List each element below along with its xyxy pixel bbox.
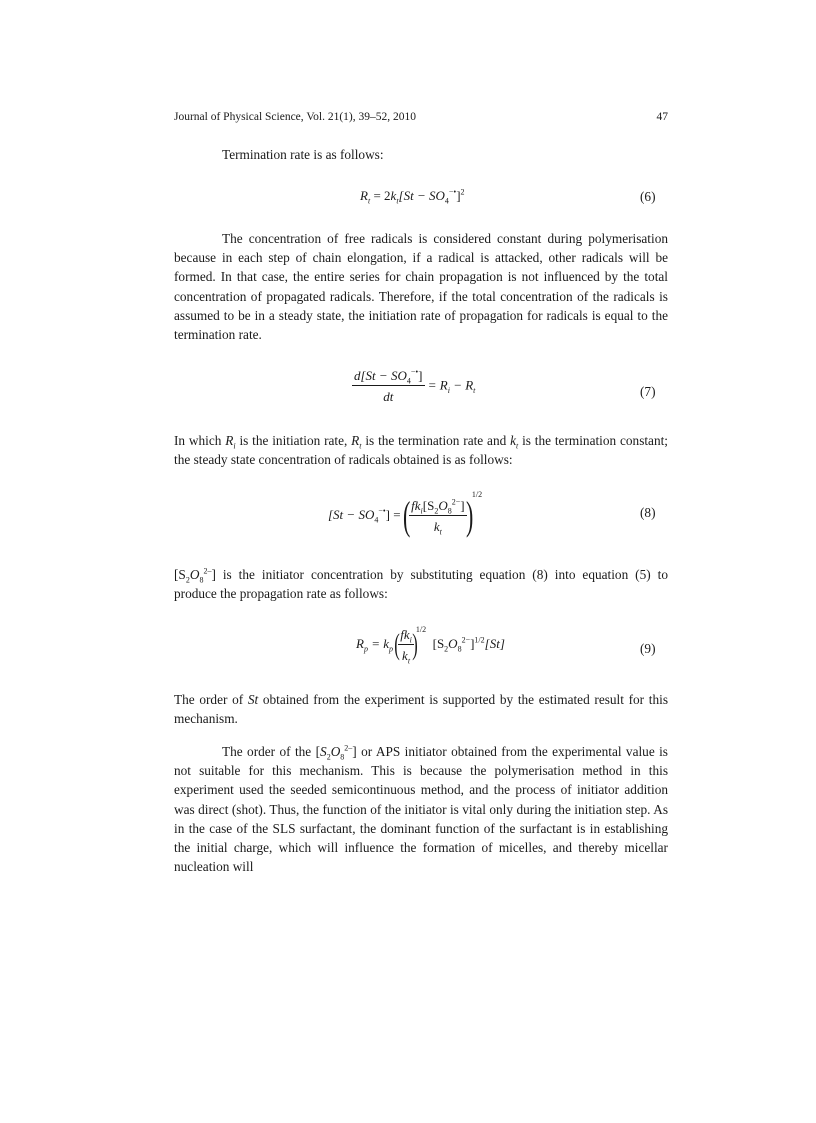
paragraph-steady-state: The concentration of free radicals is considered constant during polymerisation because in each step of chain elongation, if a radical is attacked, other radicals will be formed. In that case, the entire series for chain propagation is not influenced by the total concentration of propagated radicals. Therefore, if the total concentration of the radicals is assumed to be in a steady state, the initiation rate of propagation for radicals is equal to the termination rate. [174, 231, 668, 343]
paragraph-order-st: The order of St obtained from the experiment is supported by the estimated result for this mechanism. [174, 692, 668, 727]
paragraph-in-which: In which $R_i$ is the initiation rate, $R_t$ is the termination rate and $k_t$ is the termination constant; the steady state concentration of radicals obtained is as follows: [174, 433, 668, 468]
equation-6-number: (6) [640, 189, 656, 204]
equation-8-fraction: $\frac{fk_i[S_2O_8^{2-}]}{k_t}$ [411, 497, 465, 537]
paragraph-aps-order: The order of the $[S_2O_8^{2-}]$ or APS initiator obtained from the experimental value is not suitable for this mechanism. This is because the polymerisation method in this experiment used the seeded semicontinuous method, and the process of initiator addition was direct (shot). Thus, the function of the initiator is vital only during the initiation step. As in the case of the SLS surfactant, the dominant function of the surfactant is in establishing the initial charge, which will influence the formation of micelles, and thereby micellar nucleation will [174, 743, 668, 875]
equation-7: $\frac{d[St - SO_4^{-•}]}{dt}$ = $R_i - R_t$ [354, 367, 476, 404]
equation-7-number: (7) [640, 384, 656, 399]
equation-9-number: (9) [640, 641, 656, 656]
equation-7-fraction: $\frac{d[St - SO_4^{-•}]}{dt}$ [354, 367, 423, 404]
journal-citation: Journal of Physical Science, Vol. 21(1), 39–52, 2010 [174, 111, 417, 123]
running-header [174, 111, 668, 123]
equation-6: $R_t = 2k_t[St - SO_4^{-•}]^2$ [360, 187, 465, 206]
page-number: 47 [656, 111, 668, 123]
paragraph-initiator-concentration: $[S_2O_8^{2-}]$ is the initiator concentration by substituting equation (8) into equation (5) to produce the propagation rate as follows: [174, 566, 668, 602]
paragraph-termination-intro: Termination rate is as follows: [222, 147, 384, 162]
equation-9-fraction: $\frac{fk_i}{k_t}$ [400, 626, 412, 666]
equation-8: $[St - SO_4^{-•}]$ = ( $\frac{fk_i[S_2O_8^{2-}]}{k_t}$ )$^{1/2}$ [328, 490, 483, 539]
equation-8-number: (8) [640, 505, 656, 520]
equation-9: $R_p = k_p$ ( $\frac{fk_i}{k_t}$ )$^{1/2}$ $[S_2O_8^{2-}]^{1/2}[St]$ [356, 625, 505, 666]
